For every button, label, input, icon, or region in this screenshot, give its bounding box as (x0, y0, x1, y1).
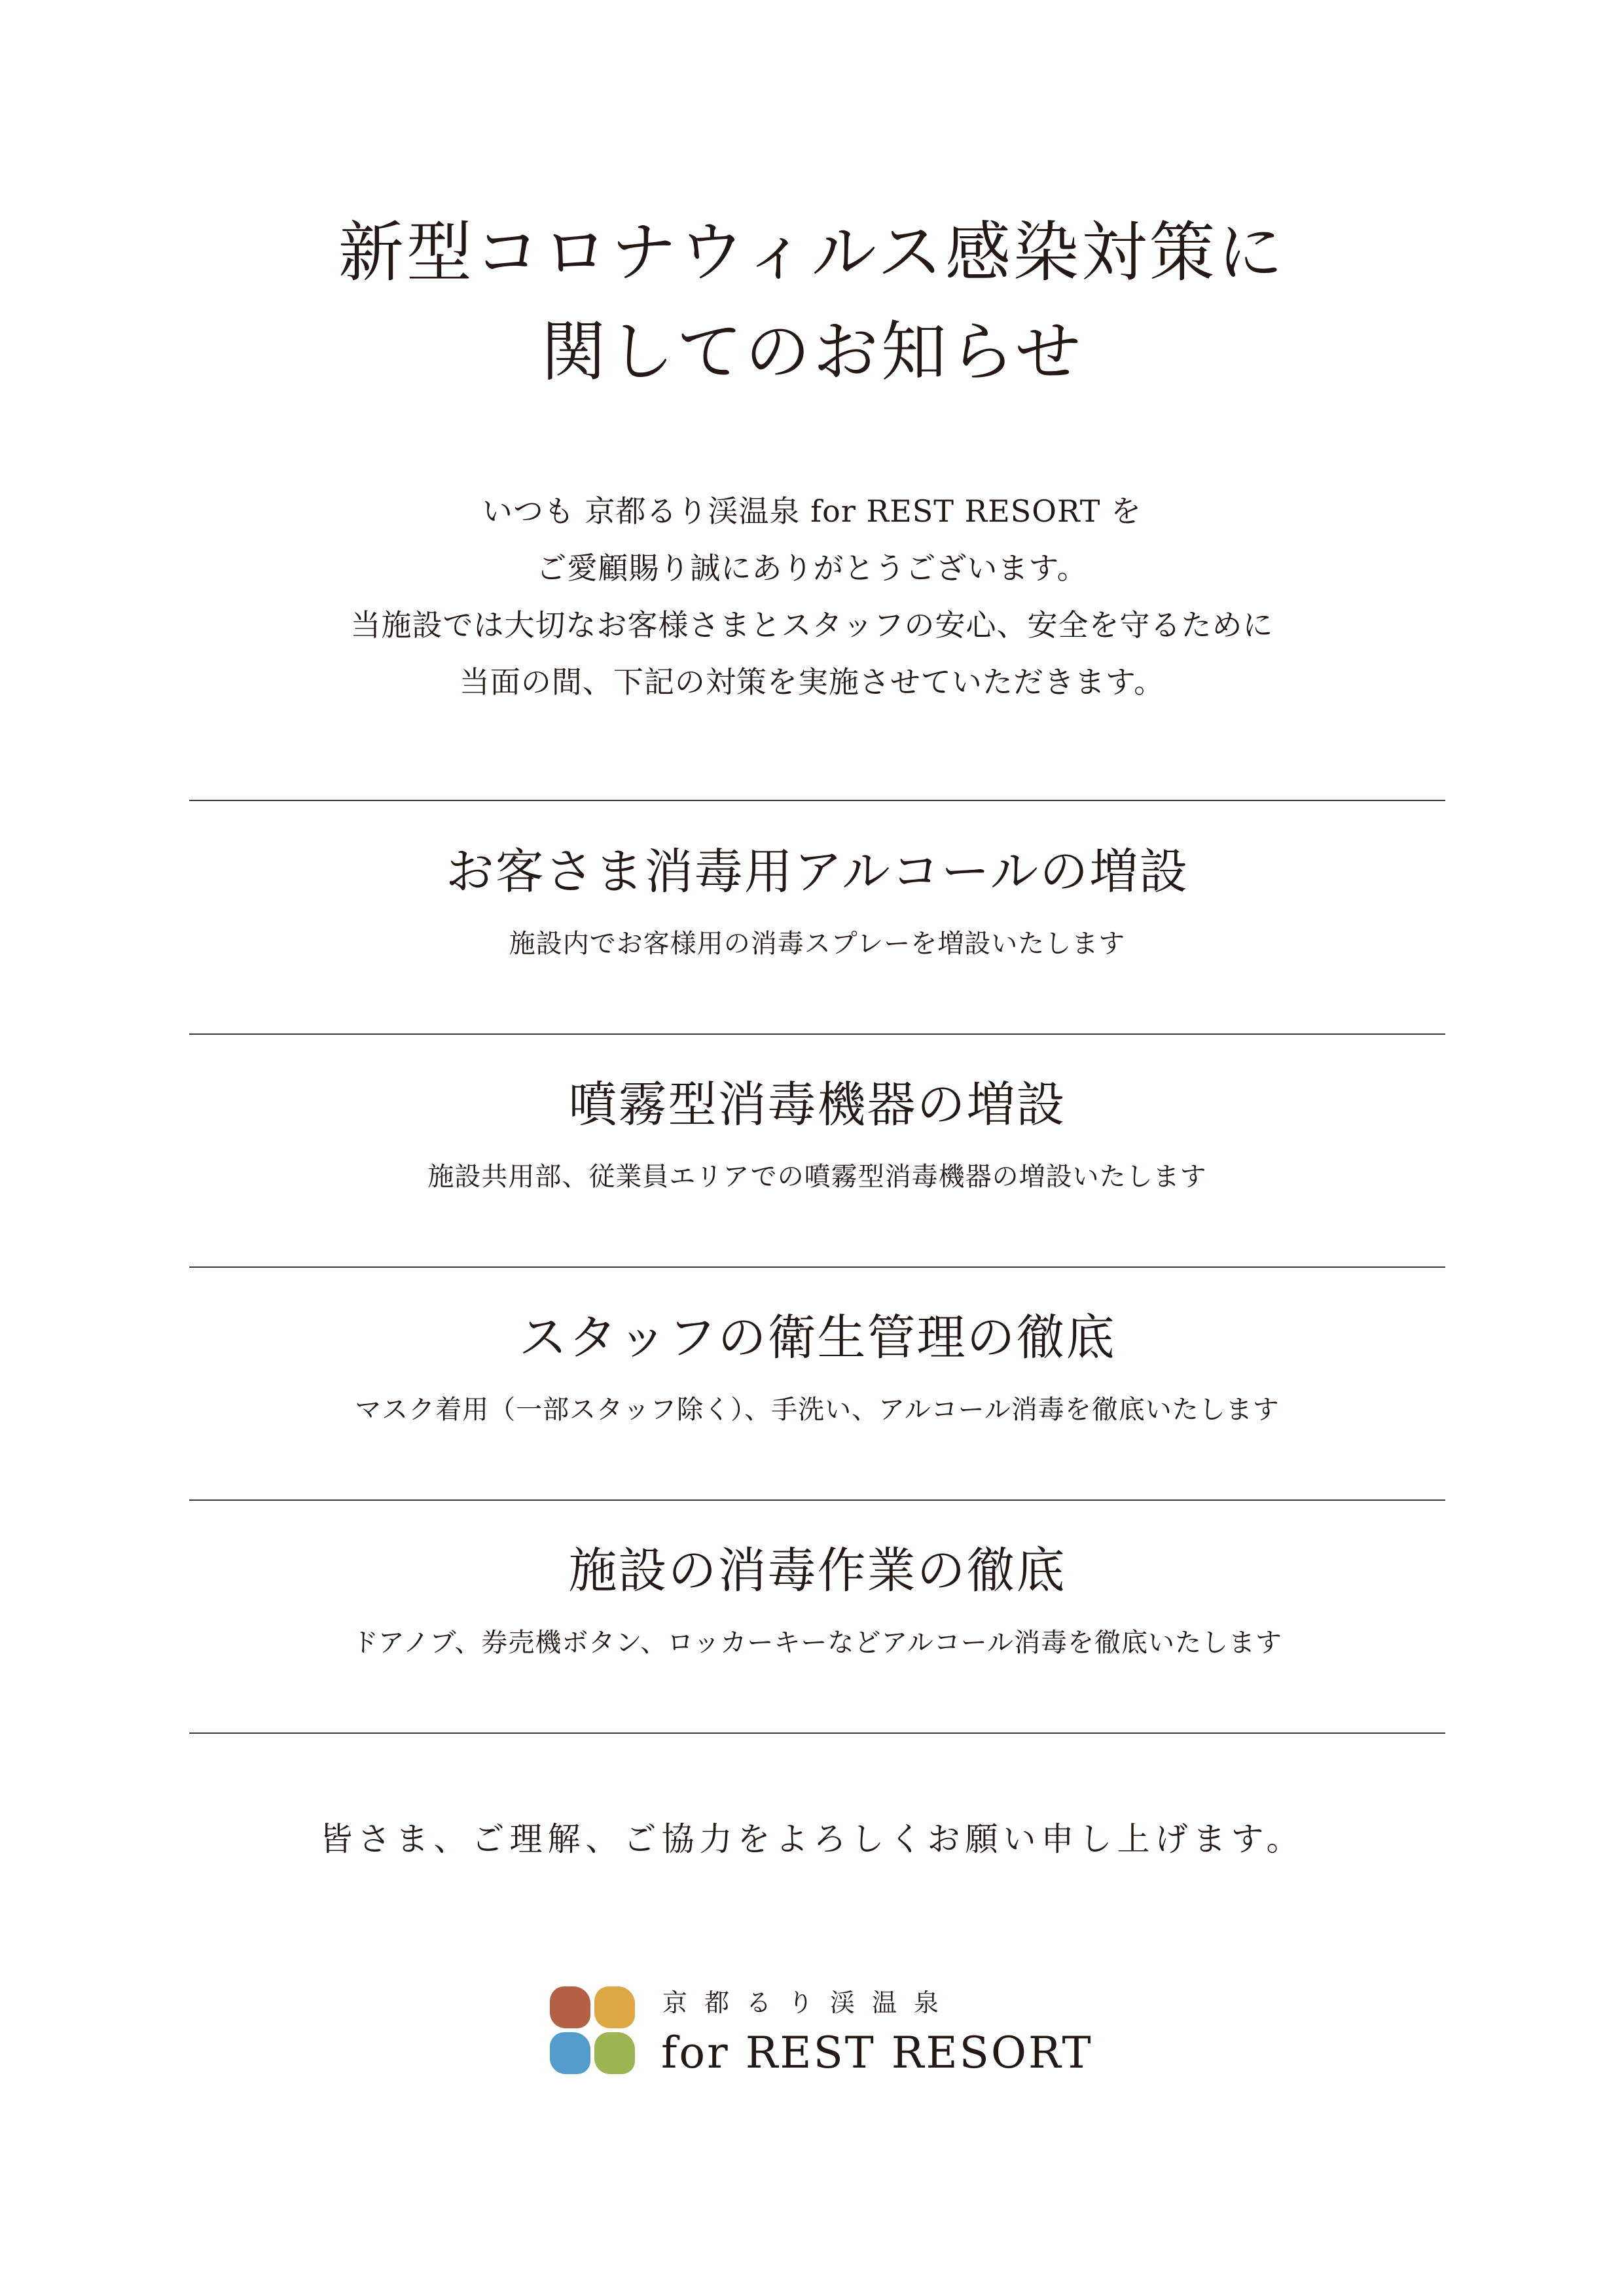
intro-line-4: 当面の間、下記の対策を実施させていただきます。 (459, 664, 1165, 700)
title-line-1: 新型コロナウィルス感染対策に (338, 214, 1286, 291)
logo-mark-icon (550, 1986, 635, 2077)
logo-wordmark: for REST RESORT (661, 2028, 1093, 2078)
intro-line-1: いつも 京都るり渓温泉 for REST RESORT を (482, 493, 1142, 529)
divider (189, 800, 1445, 801)
title-line-2: 関してのお知らせ (541, 314, 1083, 390)
measure-description: ドアノブ、券売機ボタン、ロッカーキーなどアルコール消毒を徹底いたします (352, 1628, 1282, 1658)
measure-section-alcohol (189, 839, 1445, 963)
measure-heading: 噴霧型消毒機器の増設 (568, 1077, 1066, 1133)
intro-line-3: 当施設では大切なお客様さまとスタッフの安心、安全を守るために (350, 607, 1274, 643)
logo-square-blue (550, 2032, 590, 2074)
closing-message: 皆さま、ご理解、ご協力をよろしくお願い申し上げます。 (319, 1820, 1305, 1858)
resort-logo (550, 1986, 1100, 2085)
logo-square-green (594, 2032, 635, 2074)
measure-description: 施設共用部、従業員エリアでの噴霧型消毒機器の増設いたします (427, 1162, 1207, 1192)
logo-square-red (550, 1986, 590, 2028)
page-title (0, 203, 1624, 402)
measure-heading: スタッフの衛生管理の徹底 (518, 1310, 1116, 1366)
divider (189, 1033, 1445, 1035)
intro-text (0, 483, 1624, 711)
divider (189, 1266, 1445, 1268)
measure-section-staff-hygiene (189, 1305, 1445, 1429)
measure-heading: お客さま消毒用アルコールの増設 (445, 844, 1189, 900)
intro-line-2: ご愛顧賜り誠にありがとうございます。 (536, 550, 1088, 586)
divider (189, 1499, 1445, 1501)
divider (189, 1732, 1445, 1734)
logo-subtitle: 京都るり渓温泉 (662, 1988, 956, 2017)
measure-description: マスク着用（一部スタッフ除く）、手洗い、アルコール消毒を徹底いたします (355, 1395, 1280, 1425)
logo-square-orange (594, 1986, 635, 2028)
measure-section-facility-disinfection (189, 1538, 1445, 1662)
measure-heading: 施設の消毒作業の徹底 (568, 1543, 1066, 1599)
measure-description: 施設内でお客様用の消毒スプレーを増設いたします (509, 929, 1126, 959)
measure-section-sprayer (189, 1072, 1445, 1196)
